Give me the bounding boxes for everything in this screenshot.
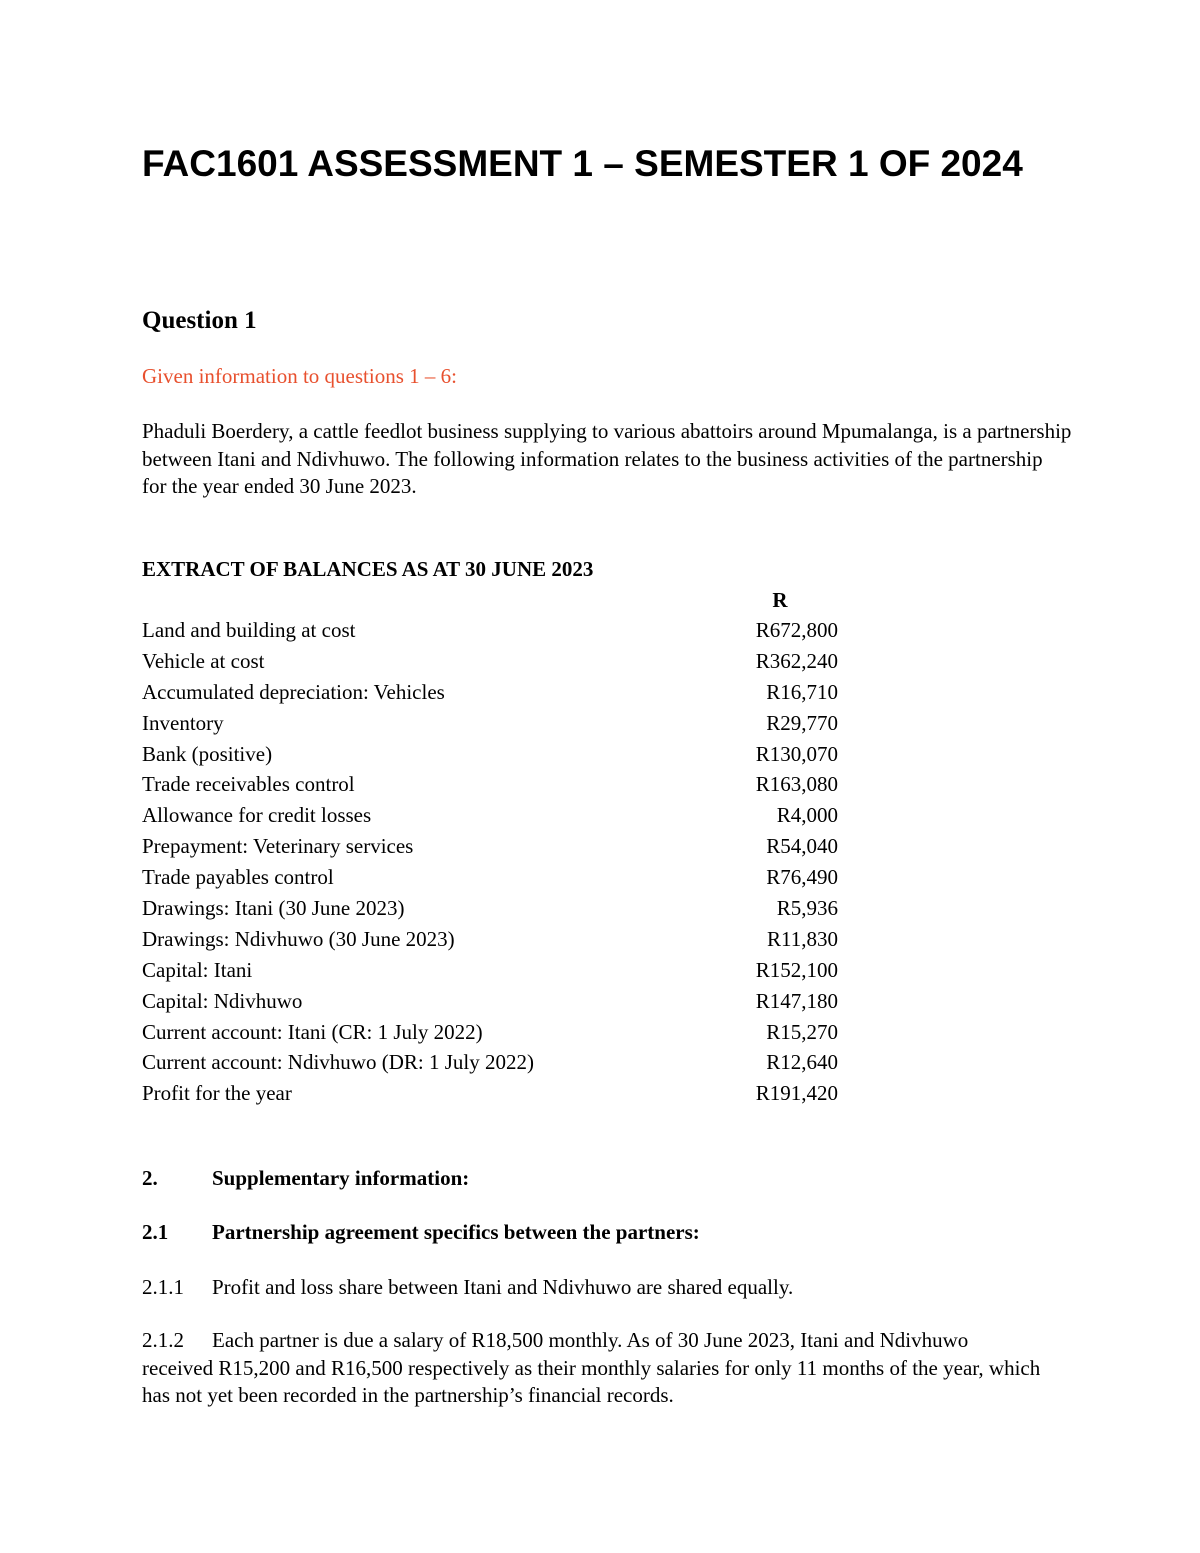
balance-row	[142, 862, 842, 893]
question-heading: Question 1	[142, 307, 257, 334]
balance-label: Bank (positive)	[142, 741, 273, 766]
balance-row	[142, 955, 842, 986]
balance-label: Profit for the year	[142, 1081, 292, 1106]
balance-amount: R11,830	[767, 926, 838, 951]
balance-row	[142, 893, 842, 924]
balance-amount: R362,240	[755, 648, 838, 673]
balance-row	[142, 1017, 842, 1048]
balance-label: Accumulated depreciation: Vehicles	[142, 679, 445, 704]
balance-amount: R672,800	[755, 618, 838, 642]
section-text: Each partner is due a salary of R18,500 monthly. As of 30 June 2023, Itani and Ndivhuwo received R15,200 and R16,500 respectively as their monthly salaries for only 11 months of the year, which has not yet been recorded in the partnership’s financial records.	[142, 1328, 1041, 1407]
balance-row	[142, 924, 842, 955]
section-2-1-2-paragraph	[142, 1327, 1042, 1410]
balance-label: Inventory	[142, 710, 224, 735]
balance-label: Vehicle at cost	[142, 648, 265, 673]
section-number: 2.1.2	[142, 1328, 184, 1352]
section-number: 2.1	[142, 1220, 169, 1244]
section-2-heading	[142, 1164, 469, 1192]
balance-label: Prepayment: Veterinary services	[142, 834, 414, 859]
balance-amount: R163,080	[755, 772, 838, 797]
section-text: Partnership agreement specifics between the partners:	[212, 1220, 700, 1244]
balance-amount: R5,936	[776, 896, 838, 921]
balance-amount: R152,100	[755, 957, 838, 982]
balance-amount: R16,710	[766, 679, 838, 704]
balance-row	[142, 800, 842, 831]
balance-label: Drawings: Ndivhuwo (30 June 2023)	[142, 926, 455, 951]
balance-row	[142, 1047, 842, 1078]
balance-amount: R130,070	[755, 741, 838, 766]
balance-amount: R29,770	[766, 710, 838, 735]
given-info-note: Given information to questions 1 – 6:	[142, 364, 457, 388]
balance-label: Allowance for credit losses	[142, 803, 372, 828]
balance-row	[142, 615, 842, 646]
intro-paragraph: Phaduli Boerdery, a cattle feedlot business supplying to various abattoirs around Mpumalanga, is a partnership between Itani and Ndivhuwo. The following information relates to the business activities of the partnership for the year ended 30 June 2023.	[142, 419, 1072, 498]
extract-heading: EXTRACT OF BALANCES AS AT 30 JUNE 2023	[142, 557, 594, 581]
balance-label: Current account: Ndivhuwo (DR: 1 July 2022)	[142, 1050, 534, 1075]
balances-table	[142, 615, 842, 1109]
section-text: Supplementary information:	[212, 1166, 470, 1190]
balance-amount: R147,180	[755, 988, 838, 1013]
section-number: 2.	[142, 1166, 158, 1190]
balance-row	[142, 646, 842, 677]
section-2-1-heading	[142, 1218, 700, 1246]
document-title: FAC1601 ASSESSMENT 1 – SEMESTER 1 OF 2024	[142, 143, 1023, 184]
balance-label: Drawings: Itani (30 June 2023)	[142, 896, 405, 921]
balance-label: Trade receivables control	[142, 772, 355, 797]
balance-row	[142, 708, 842, 739]
balance-amount: R12,640	[766, 1050, 838, 1075]
balance-row	[142, 739, 842, 770]
balance-label: Land and building at cost	[142, 618, 356, 642]
balance-label: Capital: Ndivhuwo	[142, 988, 303, 1013]
section-2-1-1-paragraph	[142, 1273, 793, 1301]
balance-amount: R54,040	[766, 834, 838, 859]
balance-amount: R191,420	[755, 1081, 838, 1106]
balance-amount: R4,000	[776, 803, 838, 828]
balance-label: Capital: Itani	[142, 957, 253, 982]
balance-label: Current account: Itani (CR: 1 July 2022)	[142, 1019, 483, 1044]
balance-row	[142, 831, 842, 862]
balance-amount: R76,490	[766, 865, 838, 890]
currency-column-header: R	[772, 588, 788, 612]
balance-row	[142, 986, 842, 1017]
balance-row	[142, 677, 842, 708]
section-number: 2.1.1	[142, 1275, 184, 1299]
balance-row	[142, 1078, 842, 1109]
balance-row	[142, 769, 842, 800]
balance-amount: R15,270	[766, 1019, 838, 1044]
balance-label: Trade payables control	[142, 865, 334, 890]
section-text: Profit and loss share between Itani and Ndivhuwo are shared equally.	[212, 1275, 794, 1299]
